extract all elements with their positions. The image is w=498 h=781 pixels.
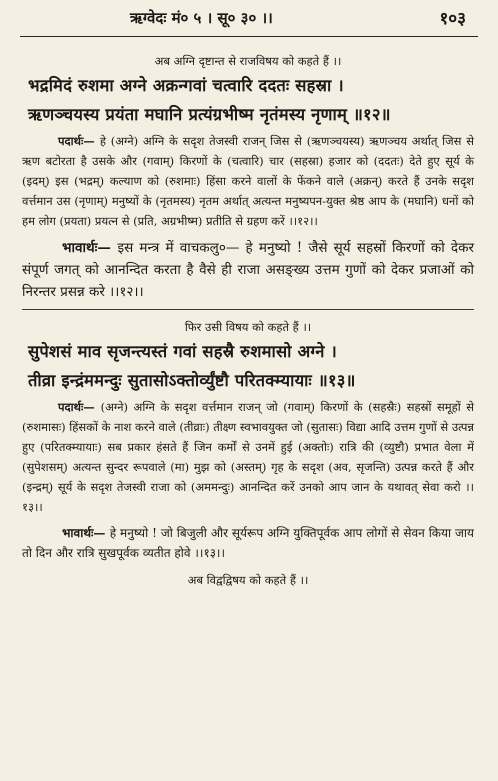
bhavartha-text: हे मनुष्यो ! जो बिजुली और सूर्यरूप अग्नि युक्तिपूर्वक आप लोगों से सेवन किया जाय तो दिन और रात्रि सुखपूर्वक व्यतीत होवे ।।१३।। xyxy=(22,526,474,560)
page-number: १०३ xyxy=(439,9,466,29)
padartha-label: पदार्थः— xyxy=(58,400,101,414)
bhavartha-paragraph xyxy=(22,237,474,303)
section-divider xyxy=(22,309,474,310)
mantra-line: तीव्रा इन्द्रंममन्दुः सुतासोऽक्तोर्व्युंष्टौ परितक्म्यायाः ॥१३॥ xyxy=(28,371,356,390)
section-intro: फिर उसी विषय को कहते हैं ।। xyxy=(184,320,312,334)
bhavartha-text: इस मन्त्र में वाचकलु०— हे मनुष्यो ! जैसे सूर्य सहस्रों किरणों को देकर संपूर्ण जगत् को आनन्दित करता है वैसे ही राजा असङ्ख्य उत्तम गुणों को देकर प्रजाओं को निरन्तर प्रसन्न करे ।।१२।। xyxy=(22,240,474,300)
padartha-label: पदार्थः— xyxy=(58,134,100,148)
section-intro: अब अग्नि दृष्टान्त से राजविषय को कहते हैं ।। xyxy=(154,54,342,68)
padartha-paragraph xyxy=(22,131,474,231)
mantra-line: भद्रमिदं रुशमा अग्ने अक्रन्गवां चत्वारि ददतः सहस्रा । xyxy=(28,76,344,95)
mantra-line: ऋणञ्चयस्य प्रयंता मघानि प्रत्यंग्रभीष्म नृतंमस्य नृणाम् ॥१२॥ xyxy=(28,105,391,124)
running-head: ऋग्वेदः मं० ५ । सू० ३० ।। xyxy=(130,9,273,27)
section-intro: अब विद्वद्विषय को कहते हैं ।। xyxy=(187,573,309,587)
bhavartha-paragraph xyxy=(22,523,474,563)
bhavartha-label: भावार्थः— xyxy=(62,526,110,540)
mantra-line: सुपेशसं माव सृजन्त्यस्तं गवां सहस्रै रुशमासो अग्ने । xyxy=(28,342,337,361)
padartha-paragraph xyxy=(22,397,474,517)
page-body xyxy=(22,44,474,777)
header-rule xyxy=(20,36,478,37)
padartha-text: (अग्ने) अग्नि के सदृश वर्त्तमान राजन् जो (गवाम्) किरणों के (सहस्रैः) सहस्रों समूहों से (रुशमासः) हिंसकों के नाश करने वाले (तीव्राः) तीक्ष्ण स्वभावयुक्त जो (सुतासः) विद्या आदि उत्तम गुणों से उत्पन्न हुए (परितक्म्यायाः) सब प्रकार हंसते हैं जिन कर्मों से उनमें हुई (अक्तोः) रात्रि की (व्युष्टौ) प्रभात वेला में (सुपेशसम्) अत्यन्त सुन्दर रूपवाले (मा) मुझ को (अस्तम्) गृह के सदृश (अव, सृजन्ति) उत्पन्न करते हैं और (इन्द्रम्) सूर्य के सदृश तेजस्वी राजा को (अममन्दुः) आनन्दित करें उनको आप जान के यथावत् सेवा करो ।।१३।। xyxy=(22,400,474,514)
page-header xyxy=(0,2,498,32)
padartha-text: हे (अग्ने) अग्नि के सदृश तेजस्वी राजन् जिस से (ऋणञ्चयस्य) ऋणञ्चय अर्थात् जिस से ऋण बटोरता है उसके और (गवाम्) किरणों के (चत्वारि) चार (सहस्रा) हजार को (ददतः) देते हुए सूर्य के (इदम्) इस (भद्रम्) कल्याण को (रुशमाः) हिंसा करने वालों के फेंकने वाले (अक्रन्) करते हैं उनके सदृश वर्त्तमान उस (नृणाम्) मनुष्यों के (नृतमस्य) नृतम अर्थात् अत्यन्त मनुष्यपन-युक्त श्रेष्ठ आप के (मघानि) धनों को हम लोग (प्रयता) प्रयत्न से (प्रति, अग्रभीष्म) प्रतीति से ग्रहण करें ।।१२।। xyxy=(22,134,474,228)
bhavartha-label: भावार्थः— xyxy=(62,240,118,256)
